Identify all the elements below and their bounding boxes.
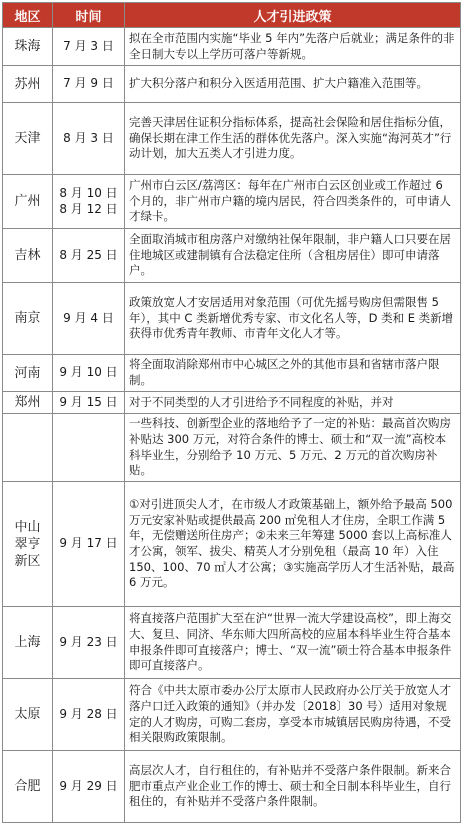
time-cell (53, 414, 125, 482)
time-cell: 7 月 9 日 (53, 66, 125, 103)
region-cell: 郑州 (3, 392, 53, 414)
header-policy: 人才引进政策 (125, 3, 461, 28)
time-cell: 8 月 25 日 (53, 229, 125, 283)
region-cell: 太原 (3, 679, 53, 751)
table-row (3, 482, 461, 607)
table-row (3, 679, 461, 751)
time-cell: 9 月 4 日 (53, 283, 125, 355)
table-row (3, 28, 461, 66)
header-time: 时间 (53, 3, 125, 28)
policy-cell: 政策放宽人才安居适用对象范围（可优先摇号购房但需限售 5 年），其中 C 类新增优秀专家、市文化名人等，D 类和 E 类新增获得市优秀青年教师、市青年文化人才等。 (125, 283, 461, 355)
table-row (3, 229, 461, 283)
header-row (3, 3, 461, 28)
table-row (3, 175, 461, 229)
time-cell: 9 月 28 日 (53, 679, 125, 751)
policy-cell: 拟在全市范围内实施“毕业 5 年内”先落户后就业；满足条件的非全日制大专以上学历可落户等新规。 (125, 28, 461, 66)
table-row (3, 355, 461, 392)
policy-table (2, 2, 461, 823)
table-row (3, 103, 461, 175)
policy-cell: 扩大积分落户和积分入医适用范围、扩大户籍准入范围等。 (125, 66, 461, 103)
policy-cell: 将全面取消除郑州市中心城区之外的其他市县和省辖市落户限制。 (125, 355, 461, 392)
region-cell: 天津 (3, 103, 53, 175)
region-cell: 河南 (3, 355, 53, 392)
time-cell: 9 月 29 日 (53, 751, 125, 823)
policy-cell: 高层次人才，自行租住的，有补贴并不受落户条件限制。新来合肥市重点产业企业工作的博士、硕士和全日制本科毕业生，自行租住的，有补贴并不受落户条件限制。 (125, 751, 461, 823)
table-row (3, 283, 461, 355)
region-cell (3, 414, 53, 482)
region-cell: 中山 翠亨 新区 (3, 482, 53, 607)
region-cell: 珠海 (3, 28, 53, 66)
region-cell: 苏州 (3, 66, 53, 103)
table-row (3, 66, 461, 103)
region-cell: 广州 (3, 175, 53, 229)
policy-cell: 全面取消城市租房落户对缴纳社保年限制，非户籍人口只要在居住地城区或建制镇有合法稳定住所（含租房居住）即可申请落户。 (125, 229, 461, 283)
table-row (3, 392, 461, 414)
time-cell: 9 月 10 日 (53, 355, 125, 392)
table-row (3, 751, 461, 823)
time-cell: 8 月 3 日 (53, 103, 125, 175)
policy-cell: 符合《中共太原市委办公厅太原市人民政府办公厅关于放宽人才落户口迁入政策的通知》（并办发〔2018〕30 号）适用对象规定的人才购房，可购二套房，享受本市城镇居民购房待遇，不受相关限购政策限制。 (125, 679, 461, 751)
time-cell: 7 月 3 日 (53, 28, 125, 66)
table-row (3, 607, 461, 679)
region-cell: 南京 (3, 283, 53, 355)
policy-cell: 对于不同类型的人才引进给予不同程度的补贴，并对 (125, 392, 461, 414)
policy-cell: 完善天津居住证积分指标体系，提高社会保险和居住指标分值，确保长期在津工作生活的群体优先落户。深入实施“海河英才”行动计划，加大五类人才引进力度。 (125, 103, 461, 175)
region-cell: 上海 (3, 607, 53, 679)
policy-cell: 将直接落户范围扩大至在沪“世界一流大学建设高校”，即上海交大、复旦、同济、华东师大四所高校的应届本科毕业生符合基本申报条件即可直接落户；博士、“双一流”硕士符合基本申报条件即可直接落户。 (125, 607, 461, 679)
time-cell: 9 月 17 日 (53, 482, 125, 607)
policy-cell: ①对引进顶尖人才，在市级人才政策基础上，额外给予最高 500 万元安家补贴或提供最高 200 ㎡免租人才住房，全职工作满 5 年，无偿赠送所住房产；②未来三年筹建 5000 套以上高标准人才公寓，领军、拔尖、精英人才分别免租（最高 10 年）入住 150、100、70 ㎡人才公寓；③实施高学历人才生活补贴，最高 6 万元。 (125, 482, 461, 607)
policy-cell: 一些科技、创新型企业的落地给予了一定的补贴：最高首次购房补贴达 300 万元，对符合条件的博士、硕士和“双一流”高校本科毕业生，分别给予 10 万元、5 万元、2 万元的首次购房补贴。 (125, 414, 461, 482)
time-cell: 9 月 23 日 (53, 607, 125, 679)
region-cell: 吉林 (3, 229, 53, 283)
policy-cell: 广州市白云区/荔湾区：每年在广州市白云区创业或工作超过 6 个月的，非广州市户籍的境内居民，符合四类条件的，可申请人才绿卡。 (125, 175, 461, 229)
region-cell: 合肥 (3, 751, 53, 823)
time-cell: 9 月 15 日 (53, 392, 125, 414)
table-row (3, 414, 461, 482)
time-cell: 8 月 10 日 8 月 12 日 (53, 175, 125, 229)
header-region: 地区 (3, 3, 53, 28)
